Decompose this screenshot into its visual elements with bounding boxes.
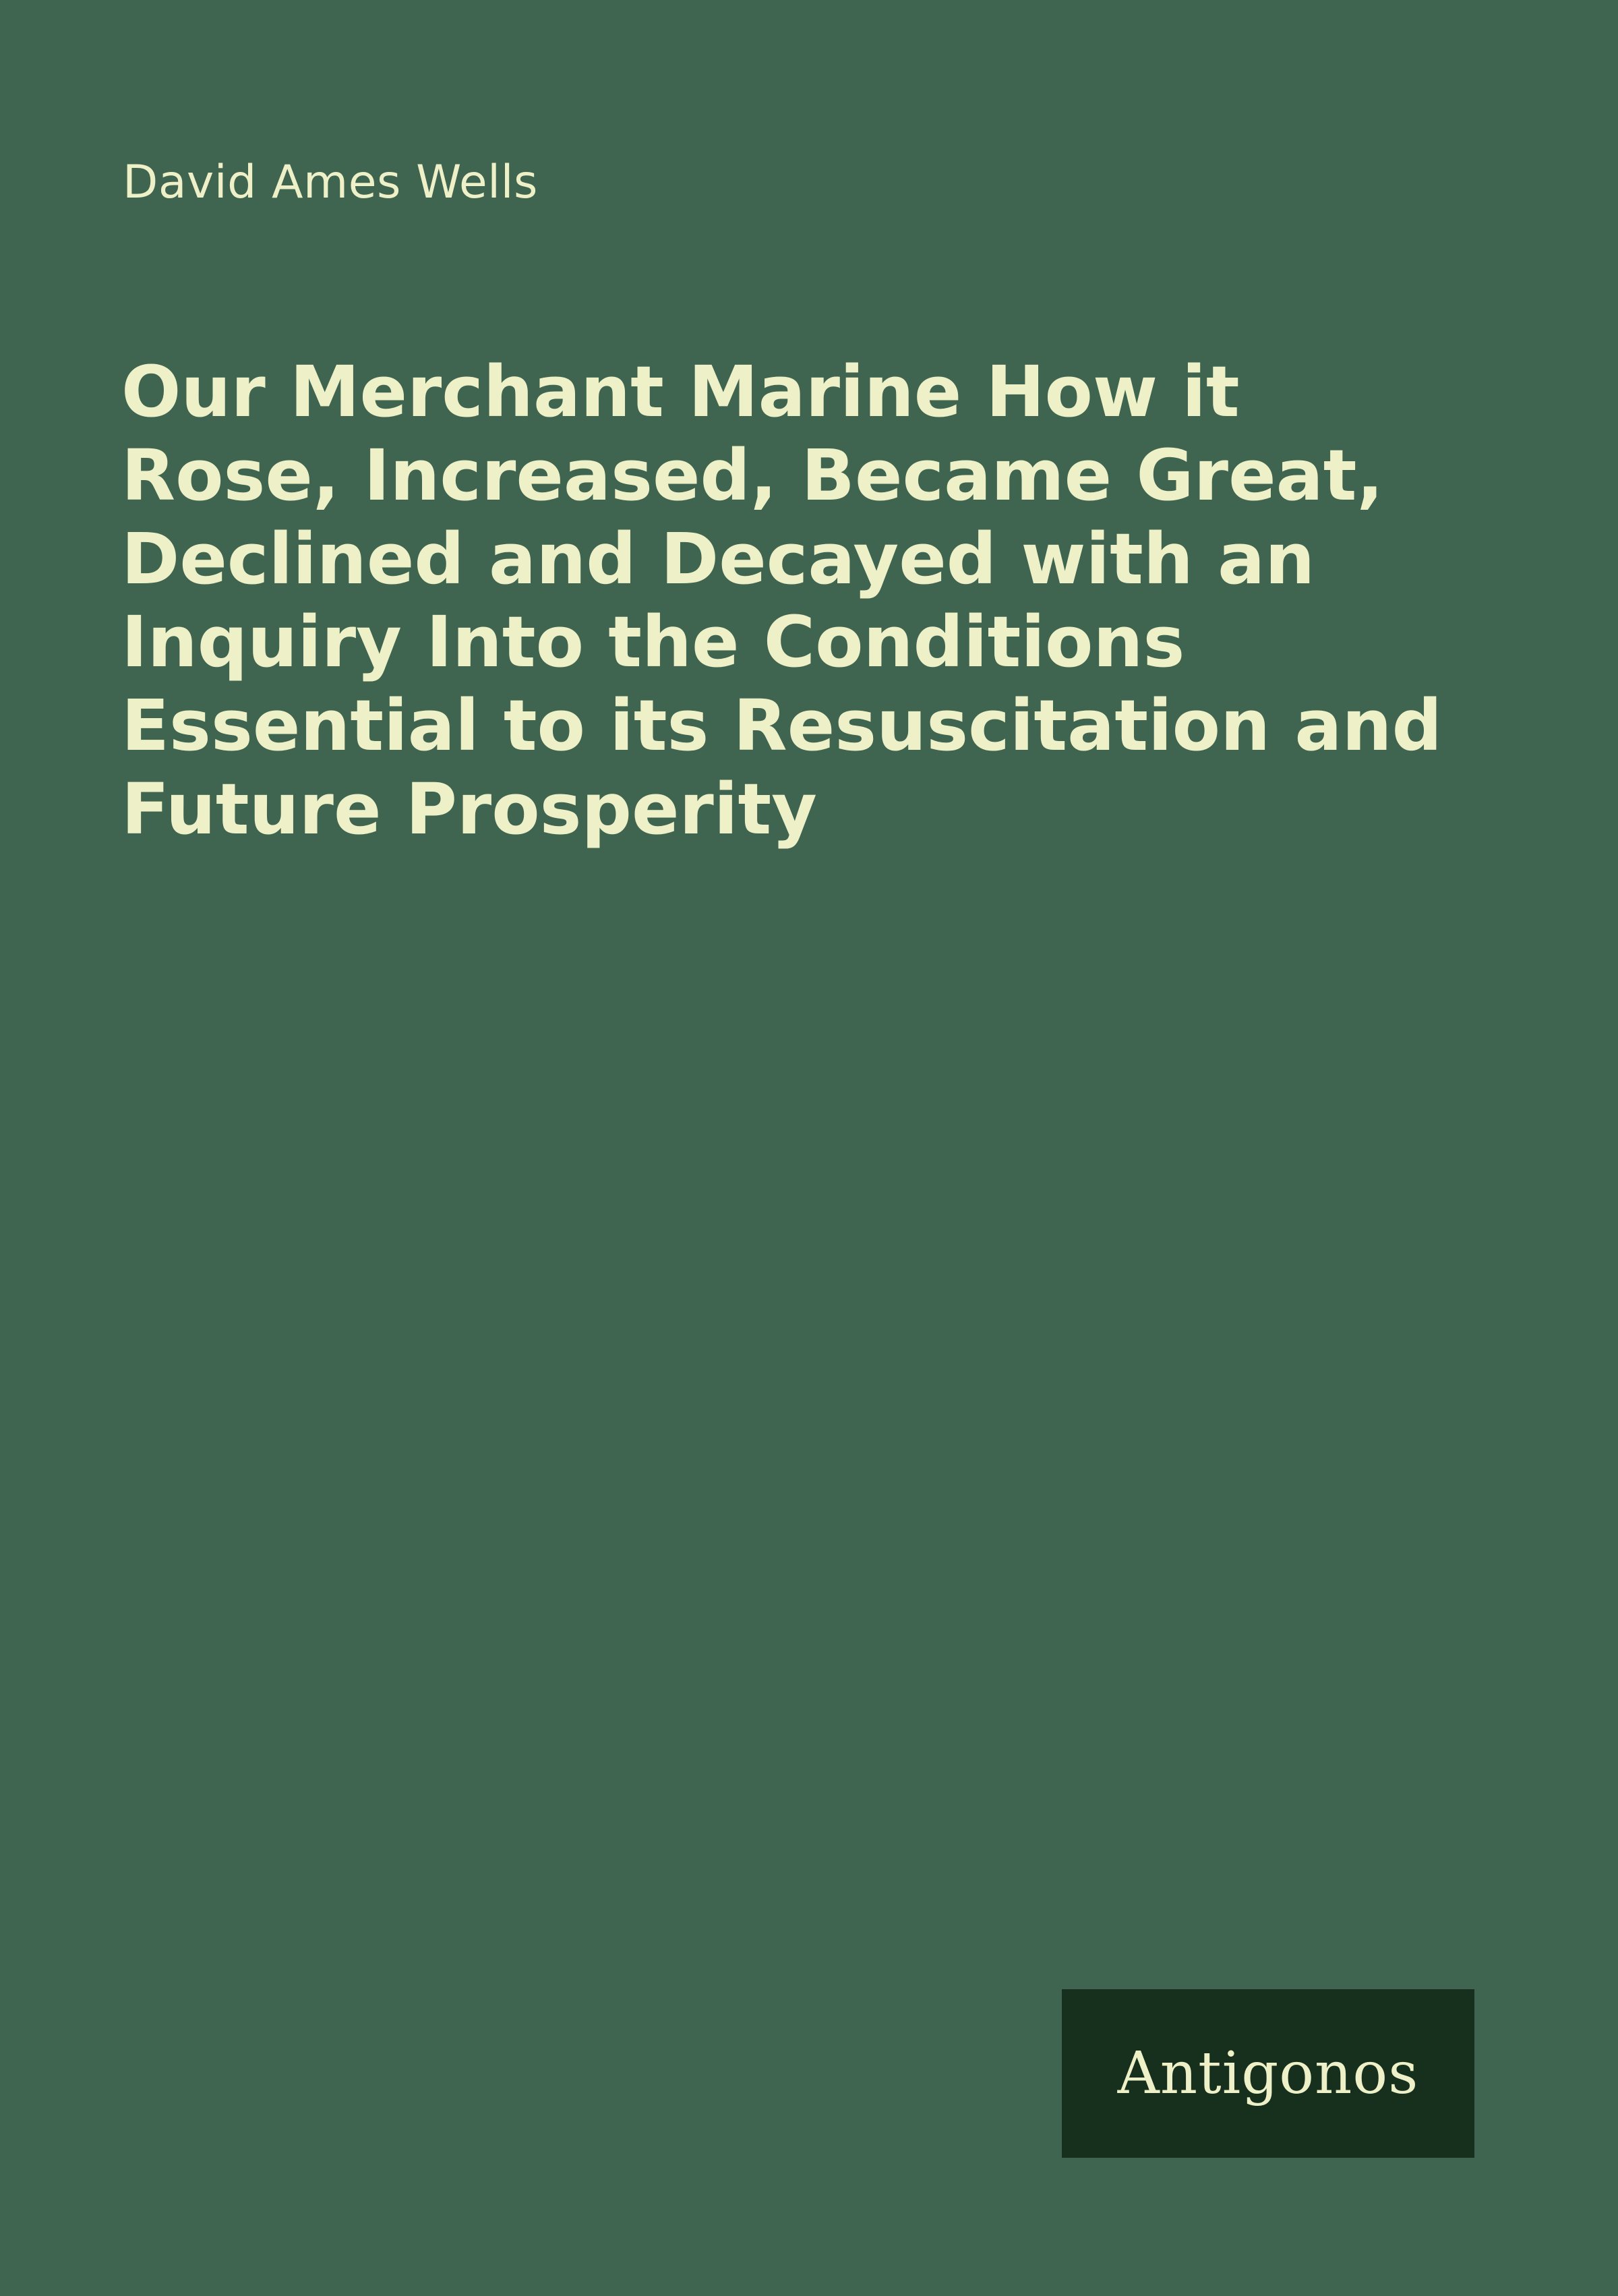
author-name: David Ames Wells: [123, 156, 538, 209]
publisher-name: Antigonos: [1117, 2040, 1419, 2107]
publisher-badge: [1062, 1989, 1474, 2158]
book-title: Our Merchant Marine How it Rose, Increased, Became Great, Declined and Decayed with an Inquiry Into the Conditions Essential to its Resuscitation and Future Prosperity: [121, 351, 1443, 850]
